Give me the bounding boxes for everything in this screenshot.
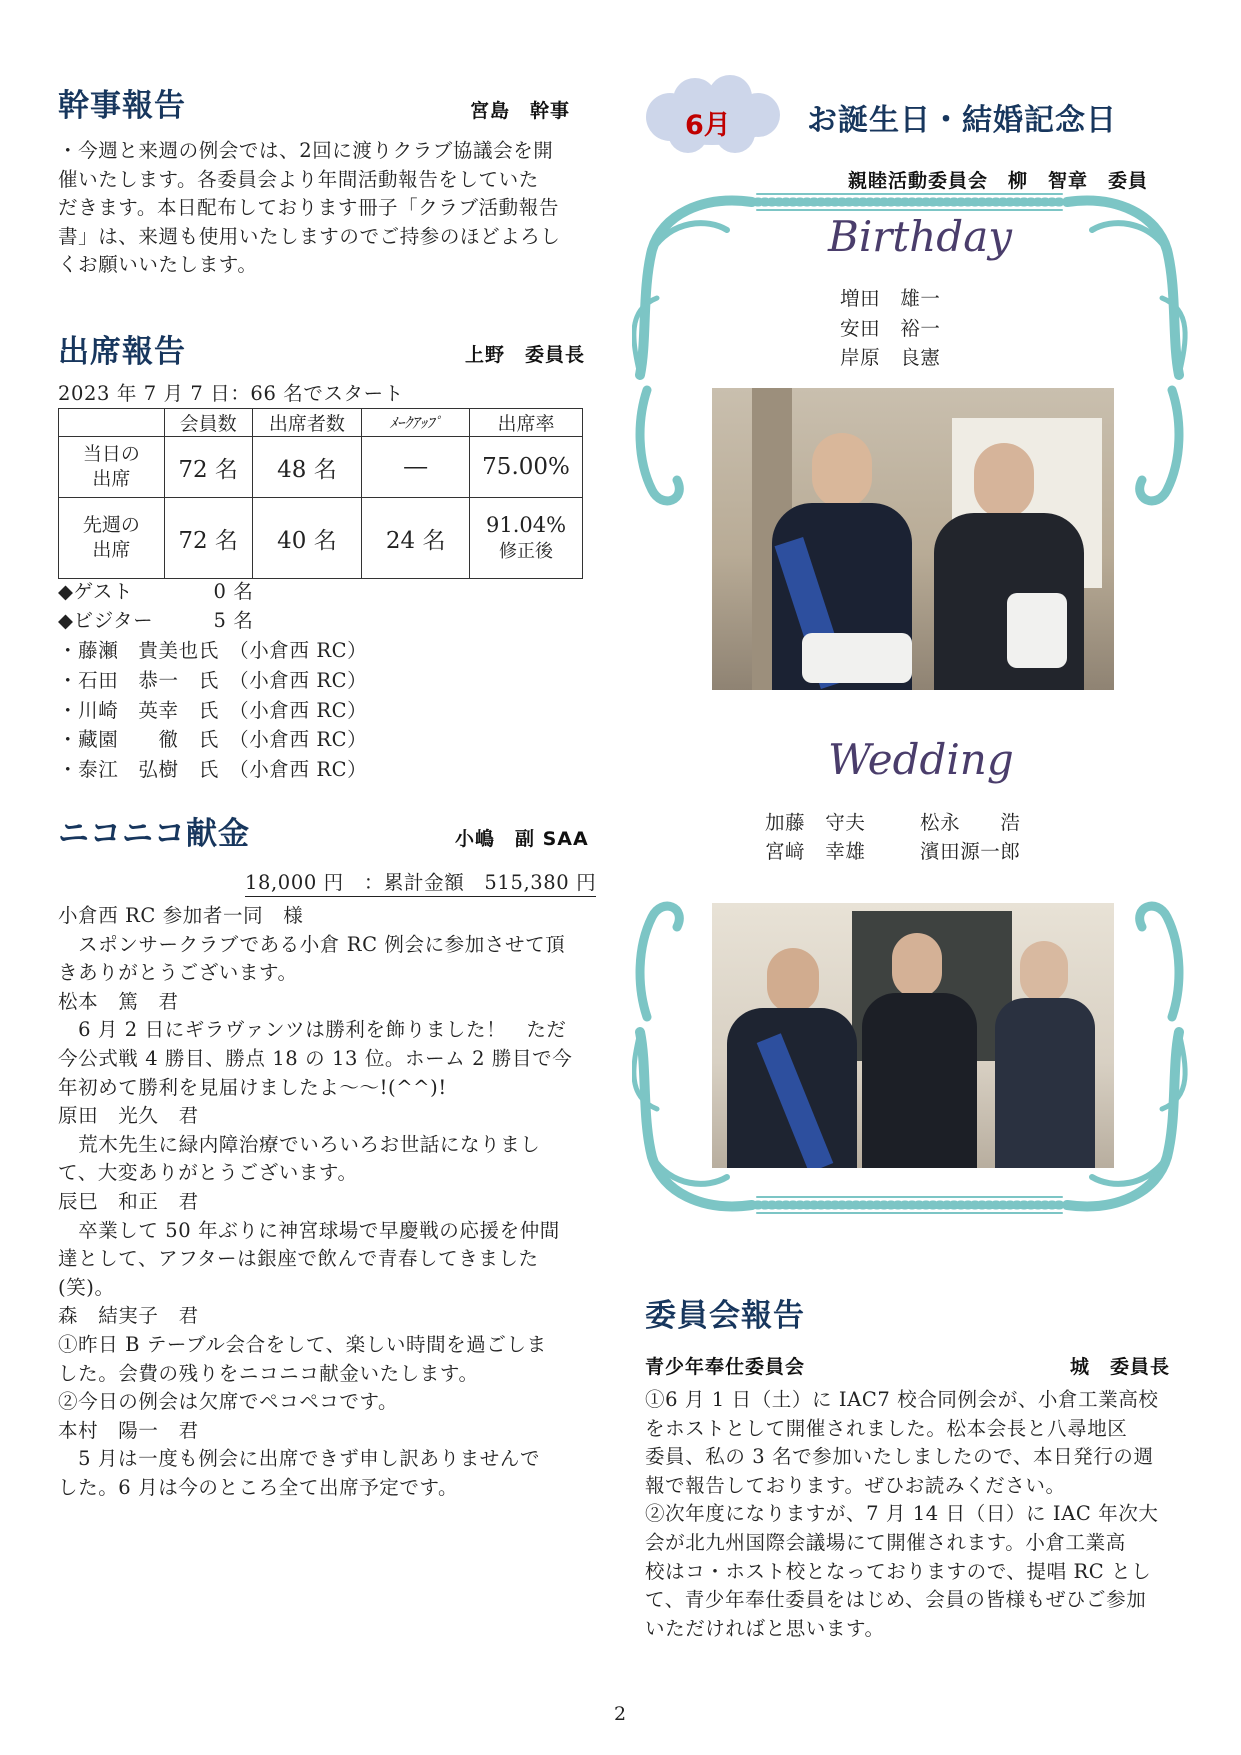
guest-count: ◆ゲスト 0 名 — [58, 580, 254, 603]
birthday-heading: Birthday — [828, 212, 1012, 261]
text-line: て、大変ありがとうございます。 — [58, 1161, 358, 1185]
text-line: 小倉西 RC 参加者一同 様 — [58, 904, 304, 927]
attendance-start-line: 2023 年 7 月 7 日：66 名でスタート — [58, 382, 404, 405]
wedding-photo — [712, 903, 1114, 1168]
birthday-name: 岸原 良憲 — [840, 346, 941, 369]
visitor-item: ・川崎 英幸 氏 （小倉西 RC） — [58, 698, 368, 722]
text-line: 報で報告しております。ぜひお読みください。 — [645, 1473, 1066, 1497]
committee-reporter: 城 委員長 — [1070, 1356, 1171, 1378]
wedding-heading: Wedding — [828, 735, 1014, 784]
cell-present: 40 名 — [252, 498, 362, 579]
cell-rate: 91.04% 修正後 — [470, 498, 583, 579]
text-line: した。会費の残りをニコニコ献金いたします。 — [58, 1361, 479, 1385]
secretary-report-body — [58, 137, 603, 280]
page-number: 2 — [614, 1703, 627, 1725]
niconico-body — [58, 902, 603, 1502]
text-line: ①昨日 B テーブル会合をして、楽しい時間を過ごしま — [58, 1332, 547, 1356]
cell-rate: 75.00% — [470, 437, 583, 498]
visitor-item: ・藏園 徹 氏 （小倉西 RC） — [58, 728, 368, 752]
text-line: ②次年度になりますが、7 月 14 日（日）に IAC 年次大 — [645, 1502, 1159, 1526]
wedding-name: 濱田源一郎 — [920, 840, 1021, 863]
birthday-name: 安田 裕一 — [840, 316, 941, 340]
text-line: ②今日の例会は欠席でペコペコです。 — [58, 1390, 399, 1414]
text-line: 本村 陽一 君 — [58, 1418, 199, 1442]
text-line: 書」は、来週も使用いたしますのでご持参のほどよろし — [58, 224, 561, 248]
table-row — [59, 437, 583, 498]
text-line: くお願いいたします。 — [58, 253, 258, 277]
text-line: ①6 月 1 日（土）に IAC7 校合同例会が、小倉工業高校 — [645, 1388, 1159, 1411]
text-line: 森 結実子 君 — [58, 1304, 199, 1328]
birthday-photo — [712, 388, 1114, 690]
celebration-title: お誕生日・結婚記念日 — [807, 103, 1117, 138]
visitor-count: ◆ビジター 5 名 — [58, 609, 254, 632]
text-line: 5 月は一度も例会に出席できず申し訳ありませんで — [58, 1447, 541, 1471]
text-line: いただければと思います。 — [645, 1616, 885, 1640]
text-line: 校はコ・ホスト校となっておりますので、提唱 RC とし — [645, 1559, 1152, 1583]
text-line: スポンサークラブである小倉 RC 例会に参加させて頂 — [58, 932, 566, 956]
text-line: 荒木先生に緑内障治療でいろいろお世話になりまし — [58, 1132, 541, 1156]
birthday-names — [840, 284, 941, 373]
niconico-total: 18,000 円 ：累計金額 515,380 円 — [245, 870, 596, 897]
text-line: きありがとうございます。 — [58, 961, 298, 985]
secretary-reporter: 宮島 幹事 — [470, 100, 571, 122]
text-line: 年初めて勝利を見届けましたよ～～!(^^)! — [58, 1075, 447, 1099]
row-label: 当日の 出席 — [59, 437, 165, 498]
niconico-title: ニコニコ献金 — [58, 816, 250, 852]
attendance-table — [58, 408, 583, 579]
secretary-report-title: 幹事報告 — [58, 88, 186, 124]
visitor-list — [58, 636, 367, 785]
celebration-reporter: 親睦活動委員会 柳 智章 委員 — [848, 170, 1149, 192]
text-line: 達として、アフターは銀座で飲んで青春してきました — [58, 1247, 539, 1271]
text-line: 今公式戦 4 勝目、勝点 18 の 13 位。ホーム 2 勝目で今 — [58, 1046, 573, 1070]
wedding-name: 松永 浩 — [920, 811, 1021, 834]
text-line: 辰巳 和正 君 — [58, 1189, 199, 1213]
table-row — [59, 498, 583, 579]
text-line: 松本 篤 君 — [58, 989, 179, 1013]
text-line: だきます。本日配布しております冊子「クラブ活動報告 — [58, 196, 559, 220]
attendance-reporter: 上野 委員長 — [465, 344, 586, 366]
visitor-item: ・石田 恭一 氏 （小倉西 RC） — [58, 668, 368, 692]
cell-makeup: ― — [362, 437, 470, 498]
text-line: 6 月 2 日にギラヴァンツは勝利を飾りました！ ただ — [58, 1018, 567, 1042]
text-line: 会が北九州国際会議場にて開催されます。小倉工業高 — [645, 1530, 1126, 1554]
visitor-item: ・藤瀬 貴美也氏 （小倉西 RC） — [58, 639, 368, 662]
cell-makeup: 24 名 — [362, 498, 470, 579]
col-header-members: 会員数 — [164, 409, 252, 437]
committee-report-title: 委員会報告 — [645, 1298, 805, 1334]
niconico-reporter: 小嶋 副 SAA — [455, 828, 589, 850]
attendance-report-title: 出席報告 — [58, 334, 186, 370]
committee-name: 青少年奉仕委員会 — [645, 1356, 806, 1378]
row-label: 先週の 出席 — [59, 498, 165, 579]
text-line: をホストとして開催されました。松本会長と八尋地区 — [645, 1416, 1128, 1440]
cell-members: 72 名 — [164, 437, 252, 498]
text-line: 委員、私の 3 名で参加いたしましたので、本日発行の週 — [645, 1445, 1154, 1469]
col-header-rate: 出席率 — [470, 409, 583, 437]
visitor-item: ・泰江 弘樹 氏 （小倉西 RC） — [58, 758, 368, 782]
col-header-present: 出席者数 — [252, 409, 362, 437]
col-header-makeup: ﾒｰｸｱｯﾌﾟ — [362, 409, 470, 437]
text-line: (笑)。 — [58, 1275, 115, 1299]
text-line: 卒業して 50 年ぶりに神宮球場で早慶戦の応援を仲間 — [58, 1218, 560, 1242]
wedding-name: 加藤 守夫 — [765, 811, 866, 834]
text-line: ・今週と来週の例会では、2回に渡りクラブ協議会を開 — [58, 139, 554, 162]
text-line: て、青少年奉仕委員をはじめ、会員の皆様もぜひご参加 — [645, 1588, 1147, 1612]
text-line: した。6 月は今のところ全て出席予定です。 — [58, 1475, 459, 1499]
text-line: 催いたします。各委員会より年間活動報告をしていた — [58, 167, 539, 191]
wedding-name: 宮﨑 幸雄 — [765, 840, 866, 863]
cell-members: 72 名 — [164, 498, 252, 579]
committee-report-body — [645, 1386, 1190, 1643]
birthday-name: 増田 雄一 — [840, 287, 941, 310]
text-line: 原田 光久 君 — [58, 1104, 199, 1128]
cell-present: 48 名 — [252, 437, 362, 498]
table-corner — [59, 409, 165, 437]
month-badge-text: 6月 — [685, 110, 731, 141]
